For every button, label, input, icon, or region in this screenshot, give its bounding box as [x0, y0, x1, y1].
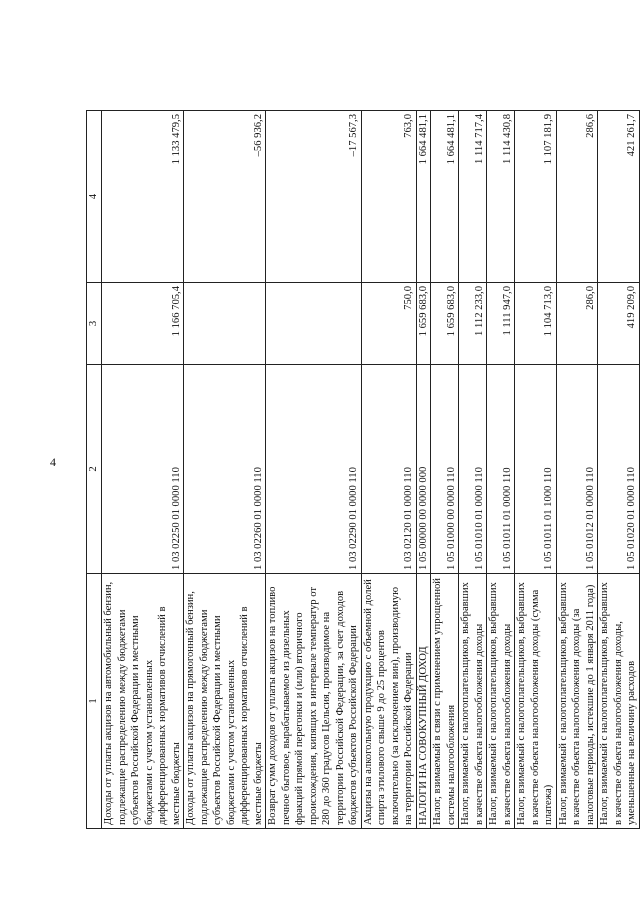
table-row — [102, 111, 184, 829]
row-code: 1 03 02290 01 0000 110 — [266, 365, 362, 574]
row-value-4: 286,6 — [556, 111, 598, 283]
row-name: НАЛОГИ НА СОВОКУПНЫЙ ДОХОД — [416, 574, 431, 829]
budget-table — [86, 110, 640, 829]
header-row — [87, 111, 102, 829]
header-col-2: 2 — [87, 365, 102, 574]
row-value-3 — [184, 283, 266, 365]
row-value-4: 1 664 481,1 — [416, 111, 431, 283]
row-value-3: 286,0 — [556, 283, 598, 365]
row-value-3: 1 659 683,0 — [416, 283, 431, 365]
row-value-3: 1 166 705,4 — [102, 283, 184, 365]
table-row — [184, 111, 266, 829]
row-value-4: –17 567,3 — [266, 111, 362, 283]
rotated-table-container — [86, 111, 637, 829]
row-name: Возврат сумм доходов от уплаты акцизов на топливо печное бытовое, вырабатываемое из дизельных фракций прямой перегонки и (или) вторичного происхождения, кипящих в интервале температур от 280 до 360 градусов Цельсия, производимое на территории Российской Федерации, за счет доходов бюджетов субъектов Российской Федерации — [266, 574, 362, 829]
row-code: 1 05 01020 01 0000 110 — [598, 365, 640, 574]
row-code: 1 05 01000 00 0000 110 — [431, 365, 459, 574]
row-code: 1 05 01010 01 0000 110 — [459, 365, 487, 574]
table-row — [431, 111, 459, 829]
row-value-4: 1 664 481,1 — [431, 111, 459, 283]
row-value-4: 421 261,7 — [598, 111, 640, 283]
row-code: 1 03 02120 01 0000 110 — [361, 365, 416, 574]
row-code: 1 05 00000 00 0000 000 — [416, 365, 431, 574]
page-number: 4 — [50, 455, 56, 469]
row-name: Налог, взимаемый в связи с применением упрощенной системы налогообложения — [431, 574, 459, 829]
row-value-3: 750,0 — [361, 283, 416, 365]
table-row — [459, 111, 487, 829]
table-row — [361, 111, 416, 829]
row-value-4: 1 133 479,5 — [102, 111, 184, 283]
row-name: Акцизы на алкогольную продукцию с объемной долей спирта этилового свыше 9 до 25 процентов включительно (за исключением вин), производимую на территории Российской Федерации — [361, 574, 416, 829]
table-row — [515, 111, 557, 829]
row-name: Налог, взимаемый с налогоплательщиков, выбравших в качестве объекта налогообложения доходы — [459, 574, 487, 829]
row-code: 1 03 02250 01 0000 110 — [102, 365, 184, 574]
row-code: 1 05 01011 01 0000 110 — [487, 365, 515, 574]
row-name: Налог, взимаемый с налогоплательщиков, выбравших в качестве объекта налогообложения доходы (сумма платежа) — [515, 574, 557, 829]
table-row — [556, 111, 598, 829]
row-value-3: 1 111 947,0 — [487, 283, 515, 365]
header-col-3: 3 — [87, 283, 102, 365]
row-value-4: –56 936,2 — [184, 111, 266, 283]
row-value-3: 419 209,0 — [598, 283, 640, 365]
row-code: 1 03 02260 01 0000 110 — [184, 365, 266, 574]
row-name: Налог, взимаемый с налогоплательщиков, выбравших в качестве объекта налогообложения доходы (за налоговые периоды, истекшие до 1 января 2011 года) — [556, 574, 598, 829]
table-row — [598, 111, 640, 829]
row-name: Налог, взимаемый с налогоплательщиков, выбравших в качестве объекта налогообложения доходы — [487, 574, 515, 829]
table-row — [487, 111, 515, 829]
table-row — [266, 111, 362, 829]
row-value-3: 1 104 713,0 — [515, 283, 557, 365]
header-col-1: 1 — [87, 574, 102, 829]
table-row — [416, 111, 431, 829]
row-value-4: 1 114 430,8 — [487, 111, 515, 283]
header-col-4: 4 — [87, 111, 102, 283]
row-name: Доходы от уплаты акцизов на автомобильный бензин, подлежащие распределению между бюджетами субъектов Российской Федерации и местными бюджетами с учетом установленных дифференцированных нормативов отчислений в местные бюджеты — [102, 574, 184, 829]
row-name: Налог, взимаемый с налогоплательщиков, выбравших в качестве объекта налогообложения доходы, уменьшенные на величину расходов — [598, 574, 640, 829]
row-value-3: 1 659 683,0 — [431, 283, 459, 365]
row-value-4: 763,0 — [361, 111, 416, 283]
row-code: 1 05 01012 01 0000 110 — [556, 365, 598, 574]
row-value-4: 1 114 717,4 — [459, 111, 487, 283]
row-name: Доходы от уплаты акцизов на прямогонный бензин, подлежащие распределению между бюджетами субъектов Российской Федерации и местными бюджетами с учетом установленных дифференцированных нормативов отчислений в местные бюджеты — [184, 574, 266, 829]
row-value-3: 1 112 233,0 — [459, 283, 487, 365]
row-value-3 — [266, 283, 362, 365]
row-code: 1 05 01011 01 1000 110 — [515, 365, 557, 574]
row-value-4: 1 107 181,9 — [515, 111, 557, 283]
